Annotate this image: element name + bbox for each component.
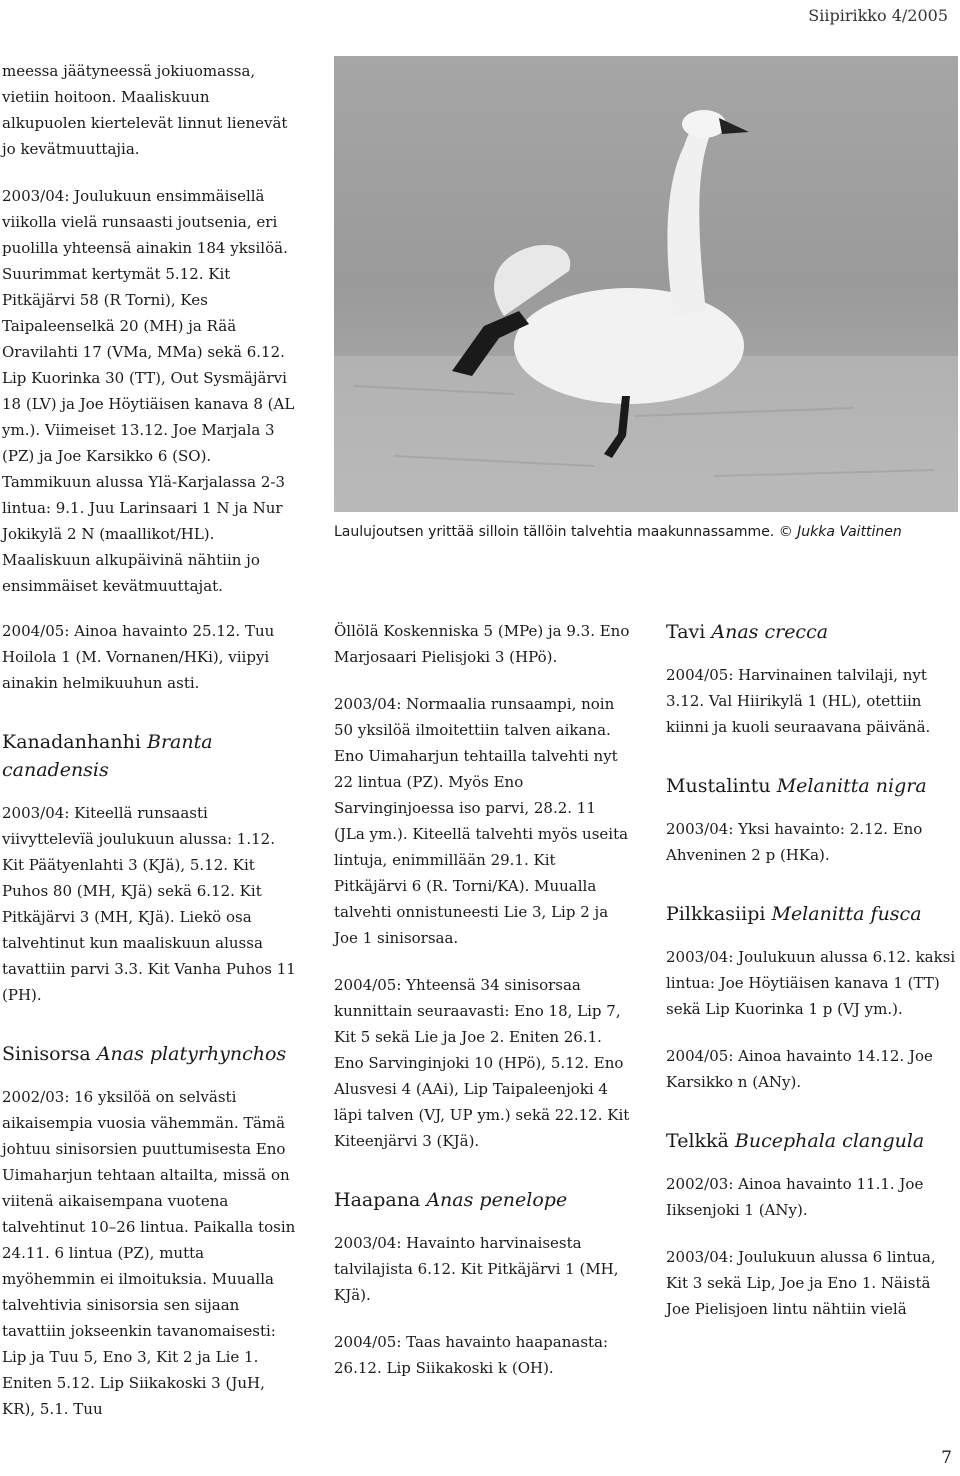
running-header: Siipirikko 4/2005 (808, 6, 948, 25)
season-label: 2003/04: (2, 804, 70, 822)
paragraph: 2003/04: Joulukuun alussa 6 lintua, Kit 3 sekä Lip, Joe ja Eno 1. Näistä Joe Pielisjoen lintu nähtiin vielä (666, 1248, 936, 1318)
species-heading: Telkkä Bucephala clangula (666, 1130, 925, 1152)
paragraph: 2004/05: Taas havainto haapanasta: 26.12. Lip Siikakoski k (OH). (334, 1333, 609, 1377)
photo-credit: © Jukka Vaittinen (778, 524, 902, 540)
paragraph: 2002/03: 16 yksilöä on selvästi aikaisempia vuosia vähemmän. Tämä johtuu sinisorsien puuttumisesta Eno Uimaharjun tehtaan altailta, missä on viitenä aikaisempana vuotena talvehtinut 10–26 lintua. Paikalla tosin 24.11. 6 lintua (PZ), mutta myöhemmin ei ilmoituksia. Muualla talvehtivia sinisorsia sen sijaan tavattiin jokseenkin tavanomaisesti: Lip ja Tuu 5, Eno 3, Kit 2 ja Lie 1. Eniten 5.12. Lip Siikakoski 3 (JuH, KR), 5.1. Tuu (2, 1088, 296, 1418)
paragraph: 2004/05: Ainoa havainto 14.12. Joe Karsikko n (ANy). (666, 1047, 933, 1091)
swan-illustration (334, 56, 958, 512)
paragraph: 2004/05: Harvinainen talvilaji, nyt 3.12. Val Hiirikylä 1 (HL), otettiin kiinni ja kuoli seuraavana päivänä. (666, 666, 931, 736)
species-heading: Mustalintu Melanitta nigra (666, 775, 927, 797)
paragraph: 2003/04: Joulukuun ensimmäisellä viikolla vielä runsaasti joutsenia, eri puolilla yhteensä ainakin 184 yksilöä. Suurimmat kertymät 5.12. Kit Pitkäjärvi 58 (R Torni), Kes Taipaleenselkä 20 (MH) ja Rää Oravilahti 17 (VMa, MMa) sekä 6.12. Lip Kuorinka 30 (TT), Out Sysmäjärvi 18 (LV) ja Joe Höytiäisen kanava 8 (AL ym.). Viimeiset 13.12. Joe Marjala 3 (PZ) ja Joe Karsikko 6 (SO). Tammikuun alussa Ylä-Karjalassa 2-3 lintua: 9.1. Juu Larinsaari 1 N ja Nur Jokikylä 2 N (maallikot/HL). Maaliskuun alkupäivinä nähtiin jo ensimmäiset kevätmuuttajat. (2, 187, 295, 595)
season-label: 2002/03: (666, 1175, 734, 1193)
season-label: 2003/04: (666, 820, 734, 838)
paragraph: 2003/04: Kiteellä runsaasti viivyttelevïä joulukuun alussa: 1.12. Kit Päätyenlahti 3 (KJä), 5.12. Kit Puhos 80 (MH, KJä) sekä 6.12. Kit Pitkäjärvi 3 (MH, KJä). Liekö osa talvehtinut kun maaliskuun alussa tavattiin parvi 3.3. Kit Vanha Puhos 11 (PH). (2, 804, 296, 1004)
column-2 (334, 618, 630, 1402)
season-label: 2003/04: (2, 187, 70, 205)
caption-text: Laulujoutsen yrittää silloin tällöin talvehtia maakunnassamme. (334, 524, 775, 540)
paragraph: 2004/05: Yhteensä 34 sinisorsaa kunnittain seuraavasti: Eno 18, Lip 7, Kit 5 sekä Lie ja Joe 2. Eniten 26.1. Eno Sarvinginjoki 10 (HPö), 5.12. Eno Alusvesi 4 (AAi), Lip Taipaleenjoki 4 läpi talven (VJ, UP ym.) sekä 22.12. Kit Kiteenjärvi 3 (KJä). (334, 976, 630, 1150)
season-label: 2003/04: (334, 695, 402, 713)
season-label: 2003/04: (666, 948, 734, 966)
paragraph: 2003/04: Joulukuun alussa 6.12. kaksi lintua: Joe Höytiäisen kanava 1 (TT) sekä Lip Kuorinka 1 p (VJ ym.). (666, 948, 956, 1018)
page-number: 7 (941, 1448, 952, 1468)
season-label: 2004/05: (334, 1333, 402, 1351)
paragraph: meessa jäätyneessä jokiuomassa, vietiin hoitoon. Maaliskuun alkupuolen kiertelevät linnut lienevät jo kevätmuuttajia. (2, 62, 288, 158)
paragraph: Öllölä Koskenniska 5 (MPe) ja 9.3. Eno Marjosaari Pielisjoki 3 (HPö). (334, 622, 630, 666)
column-3 (666, 618, 958, 1343)
column-1-top (2, 58, 298, 620)
species-heading: Sinisorsa Anas platyrhynchos (2, 1043, 287, 1065)
paragraph: 2004/05: Ainoa havainto 25.12. Tuu Hoilola 1 (M. Vornanen/HKi), viipyi ainakin helmikuuhun asti. (2, 622, 275, 692)
species-heading: Haapana Anas penelope (334, 1189, 568, 1211)
season-label: 2002/03: (2, 1088, 70, 1106)
column-1-bottom (2, 618, 298, 1443)
photo-caption (334, 520, 960, 544)
species-heading: Pilkkasiipi Melanitta fusca (666, 903, 922, 925)
season-label: 2004/05: (334, 976, 402, 994)
species-heading: Kanadanhanhi Branta canadensis (2, 731, 213, 781)
paragraph: 2003/04: Normaalia runsaampi, noin 50 yksilöä ilmoitettiin talven aikana. Eno Uimaharjun tehtailla talvehti nyt 22 lintua (PZ). Myös Eno Sarvinginjoessa iso parvi, 28.2. 11 (JLa ym.). Kiteellä talvehti myös useita lintuja, enimmillään 29.1. Kit Pitkäjärvi 6 (R. Torni/KA). Muualla talvehti onnistuneesti Lie 3, Lip 2 ja Joe 1 sinisorsaa. (334, 695, 629, 947)
season-label: 2004/05: (666, 666, 734, 684)
paragraph: 2003/04: Yksi havainto: 2.12. Eno Ahveninen 2 p (HKa). (666, 820, 923, 864)
season-label: 2003/04: (666, 1248, 734, 1266)
season-label: 2003/04: (334, 1234, 402, 1252)
season-label: 2004/05: (2, 622, 70, 640)
swan-photo (334, 56, 958, 512)
paragraph: 2003/04: Havainto harvinaisesta talvilajista 6.12. Kit Pitkäjärvi 1 (MH, KJä). (334, 1234, 619, 1304)
species-heading: Tavi Anas crecca (666, 621, 829, 643)
season-label: 2004/05: (666, 1047, 734, 1065)
paragraph: 2002/03: Ainoa havainto 11.1. Joe Iiksenjoki 1 (ANy). (666, 1175, 924, 1219)
